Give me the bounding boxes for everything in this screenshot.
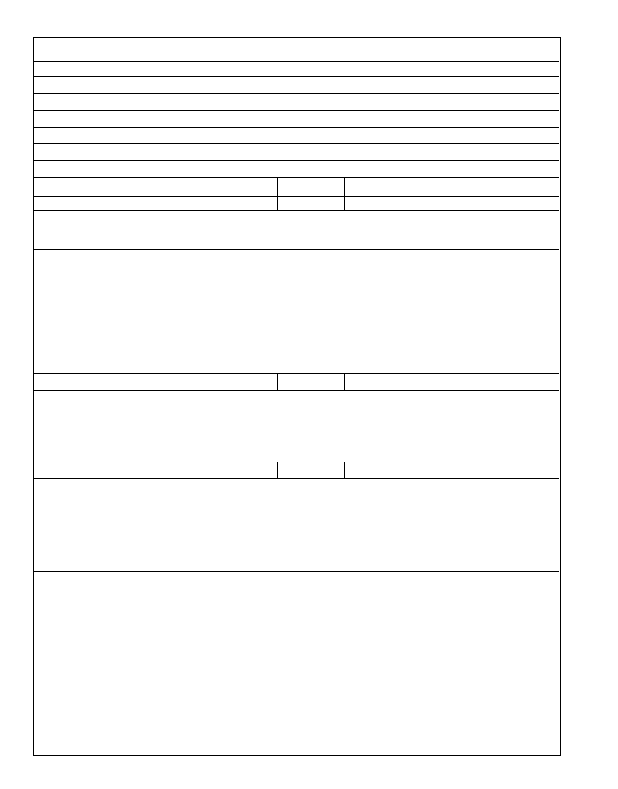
season-rates-label [34,374,277,390]
locations-banner [34,549,559,571]
season-rates-row [34,374,559,391]
spacer-row [34,197,559,211]
title-row [34,38,559,62]
beach-section-title [34,211,559,235]
pool-section-row [34,354,559,374]
beach-section-row [34,211,559,235]
header-price [277,178,344,196]
header-badge-type [34,178,277,196]
beach-opens-daily [34,94,559,110]
beach-daily-row [34,94,559,111]
beach-opens-weekends [34,77,559,93]
header-row [34,178,559,197]
spacer-row [34,128,559,144]
pool-daily-row [34,144,559,161]
daily-rates-label [34,462,277,478]
beach-hours [34,111,559,127]
page-title [34,38,559,61]
badge-info-sheet [33,37,561,756]
beach-hours-row [34,111,559,128]
pool-hours [34,161,559,177]
beach-weekends-row [34,77,559,94]
pool-section-title [34,354,559,373]
locations-banner-row [34,549,559,572]
header-misc [344,178,559,196]
spacer-row [34,235,559,250]
daily-rates-row [34,462,559,479]
pool-hours-row [34,161,559,178]
spacer-row [34,62,559,77]
